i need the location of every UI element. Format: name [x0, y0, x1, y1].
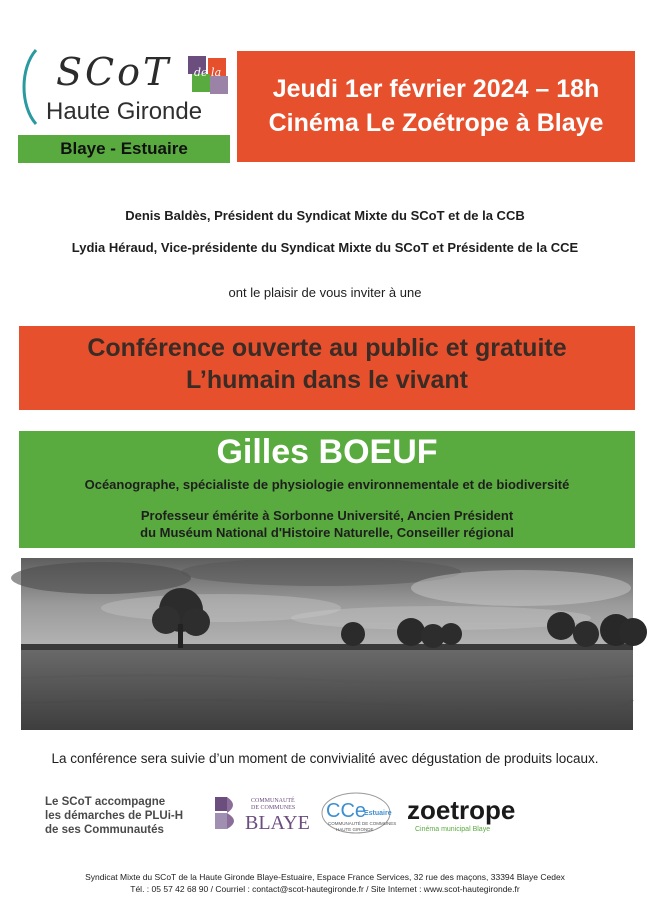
- zoetrope-logo-subtitle: Cinéma municipal Blaye: [415, 826, 491, 833]
- blaye-logo-small-2: DE COMMUNES: [251, 805, 296, 811]
- footer-address: Syndicat Mixte du SCoT de la Haute Gironde Blaye-Estuaire, Espace France Services, 32 rue des maçons, 33394 Blaye Cedex: [85, 872, 565, 882]
- invite-text: ont le plaisir de vous inviter à une: [228, 285, 422, 300]
- speaker-credentials-line-2: du Muséum National d'Histoire Naturelle, Conseiller régional: [140, 525, 514, 540]
- cce-community-logo: [320, 791, 397, 839]
- zoetrope-logo: [405, 793, 516, 835]
- conference-title-line-1: Conférence ouverte au public et gratuite: [87, 334, 567, 362]
- landscape-photo: [21, 558, 633, 730]
- speaker-credentials-line-1: Professeur émérite à Sorbonne Université, Ancien Président: [140, 508, 514, 523]
- closing-text: La conférence sera suivie d’un moment de convivialité avec dégustation de produits locaux.: [51, 751, 599, 766]
- event-date-banner: [237, 51, 635, 162]
- accompaniment-text: [45, 795, 205, 837]
- logo-parenthesis-icon: [18, 48, 40, 126]
- conference-title-line-2: L’humain dans le vivant: [185, 366, 469, 394]
- logo-territory-band: Blaye - Estuaire: [18, 135, 230, 163]
- footer-contact: Tél. : 05 57 42 68 90 / Courriel : contact@scot-hautegironde.fr / Site Internet : www.scot-hautegironde.fr: [130, 884, 520, 894]
- cce-logo-small-1: COMMUNAUTÉ DE COMMUNES: [328, 821, 397, 826]
- event-date: Jeudi 1er février 2024 – 18h: [272, 75, 600, 103]
- blaye-logo-small-1: COMMUNAUTÉ: [251, 798, 295, 804]
- cce-logo-small-2: HAUTE GIRONDE: [336, 827, 374, 832]
- scot-logo: [18, 50, 230, 163]
- cce-logo-mark: CCe: [326, 800, 367, 822]
- speaker-role: Océanographe, spécialiste de physiologie environnementale et de biodiversité: [84, 477, 570, 492]
- accompaniment-line-3: de ses Communautés: [45, 824, 164, 836]
- accompaniment-line-2: les démarches de PLUi-H: [45, 810, 184, 822]
- host-line-1: Denis Baldès, Président du Syndicat Mixte du SCoT et de la CCB: [125, 208, 525, 223]
- cce-logo-suffix: Estuaire: [364, 810, 392, 817]
- zoetrope-logo-name: zoetrope: [407, 795, 516, 825]
- logo-de-la-text: de la: [194, 66, 222, 79]
- blaye-logo-name: BLAYE: [245, 812, 310, 834]
- speaker-name: Gilles BOEUF: [216, 433, 438, 471]
- conference-banner: [19, 326, 635, 410]
- host-line-2: Lydia Héraud, Vice-présidente du Syndicat Mixte du SCoT et Présidente de la CCE: [71, 240, 579, 255]
- blaye-community-logo: [213, 793, 310, 835]
- accompaniment-line-1: Le SCoT accompagne: [45, 796, 166, 808]
- logo-haute-gironde-text: Haute Gironde: [46, 98, 203, 125]
- event-venue: Cinéma Le Zoétrope à Blaye: [268, 109, 604, 137]
- speaker-banner: [19, 431, 635, 548]
- logo-scot-text: SCoT: [56, 50, 172, 94]
